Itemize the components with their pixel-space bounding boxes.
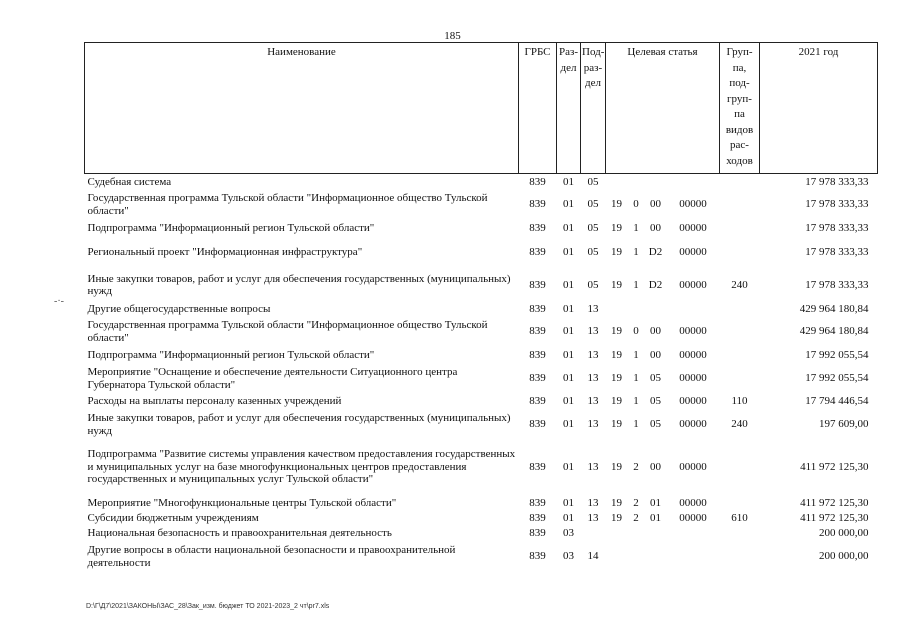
cell-razdel: 01 [563, 418, 574, 431]
header-group: Груп- па, под- груп- па видов рас- ходов [720, 43, 760, 174]
cell-razdel: 01 [563, 372, 574, 385]
cell-expense-group: 610 [731, 511, 748, 524]
cell-name: Субсидии бюджетным учреждениям [87, 511, 259, 524]
cell-razdel: 01 [563, 278, 574, 291]
cell-target-event: 00 [650, 460, 661, 473]
cell-razdel: 01 [563, 395, 574, 408]
cell-target-event [645, 174, 667, 190]
cell-grbs: 839 [529, 418, 546, 431]
cell-target-subprogram: 0 [633, 198, 639, 211]
cell-target-program: 19 [611, 511, 622, 524]
cell-razdel: 01 [563, 198, 574, 211]
cell-target-event: 00 [650, 348, 661, 361]
cell-target-program: 19 [611, 395, 622, 408]
cell-name: Государственная программа Тульской области "Информационное общество Тульской области" [87, 192, 488, 217]
cell-target-subprogram [628, 303, 645, 317]
cell-razdel: 01 [563, 460, 574, 473]
cell-expense-group [720, 174, 760, 190]
cell-razdel: 01 [563, 303, 574, 316]
cell-grbs: 839 [529, 372, 546, 385]
cell-name: Другие вопросы в области национальной безопасности и правоохранительной деятельности [87, 544, 456, 569]
cell-podrazdel: 13 [587, 372, 599, 385]
cell-target-event: 05 [650, 418, 661, 431]
header-grbs: ГРБС [519, 43, 557, 174]
table-row [85, 525, 878, 542]
cell-razdel: 01 [563, 511, 574, 524]
cell-podrazdel: 05 [587, 278, 599, 291]
cell-amount: 17 978 333,33 [805, 278, 869, 291]
cell-target-direction: 00000 [679, 395, 707, 408]
cell-target-event: 01 [650, 496, 661, 509]
cell-target-program: 19 [611, 460, 622, 473]
cell-name: Подпрограмма "Информационный регион Тульской области" [87, 221, 375, 234]
cell-target-direction: 00000 [679, 278, 707, 291]
table-row [85, 394, 878, 410]
cell-podrazdel: 14 [587, 550, 599, 563]
cell-expense-group: 240 [731, 418, 748, 431]
cell-target-subprogram: 2 [633, 460, 639, 473]
cell-target-event: 01 [650, 511, 661, 524]
cell-target-subprogram: 1 [633, 348, 639, 361]
cell-grbs: 839 [529, 278, 546, 291]
cell-target-subprogram: 1 [633, 395, 639, 408]
cell-amount: 411 972 125,30 [800, 496, 869, 509]
cell-target-event: D2 [648, 278, 663, 291]
cell-amount: 17 992 055,54 [805, 372, 869, 385]
cell-name: Другие общегосударственные вопросы [87, 303, 271, 316]
cell-name: Государственная программа Тульской области "Информационное общество Тульской области" [87, 319, 488, 344]
cell-amount: 17 978 333,33 [805, 198, 869, 211]
cell-grbs: 839 [529, 496, 546, 509]
cell-target-event [645, 525, 667, 542]
cell-expense-group [720, 190, 760, 220]
cell-amount: 17 978 333,33 [805, 245, 869, 258]
cell-razdel: 01 [563, 325, 574, 338]
table-row [85, 364, 878, 394]
cell-name: Судебная система [87, 175, 172, 188]
cell-target-direction [667, 303, 720, 317]
cell-target-program: 19 [611, 278, 622, 291]
cell-expense-group [720, 220, 760, 237]
file-path-footer: D:\Г\Д7\2021\ЗАКОНЫ\ЗАС_28\Зак_изм. бюджет ТО 2021-2023_2 чт\pr7.xls [86, 603, 330, 610]
cell-target-subprogram [628, 525, 645, 542]
cell-target-subprogram: 1 [633, 221, 639, 234]
budget-table [84, 42, 878, 572]
cell-target-subprogram: 0 [633, 325, 639, 338]
cell-target-subprogram [628, 542, 645, 572]
cell-grbs: 839 [529, 245, 546, 258]
cell-grbs: 839 [529, 550, 546, 563]
cell-target-program: 19 [611, 245, 622, 258]
cell-razdel: 03 [563, 526, 574, 539]
cell-amount: 17 978 333,33 [805, 175, 869, 188]
cell-razdel: 01 [563, 496, 574, 509]
cell-target-direction [667, 542, 720, 572]
cell-expense-group [720, 317, 760, 347]
table-row [85, 174, 878, 190]
cell-razdel: 01 [563, 245, 574, 258]
table-row [85, 512, 878, 525]
header-year: 2021 год [760, 43, 878, 174]
cell-target-subprogram: 1 [633, 278, 639, 291]
cell-podrazdel: 05 [587, 198, 599, 211]
cell-razdel: 01 [563, 348, 574, 361]
cell-podrazdel: 05 [587, 175, 599, 188]
cell-target-event: 00 [650, 325, 661, 338]
cell-grbs: 839 [529, 325, 546, 338]
cell-name: Национальная безопасность и правоохранительная деятельность [87, 526, 392, 539]
header-podrazdel: Под- раз- дел [581, 43, 606, 174]
cell-target-subprogram: 1 [633, 245, 639, 258]
cell-name: Мероприятие "Многофункциональные центры Тульской области" [87, 496, 397, 509]
cell-target-program: 19 [611, 496, 622, 509]
cell-grbs: 839 [529, 460, 546, 473]
cell-target-subprogram: 2 [633, 496, 639, 509]
cell-podrazdel: 13 [587, 325, 599, 338]
table-row [85, 190, 878, 220]
cell-podrazdel: 13 [587, 303, 599, 316]
cell-podrazdel: 13 [587, 496, 599, 509]
cell-target-program [606, 542, 628, 572]
cell-target-direction: 00000 [679, 198, 707, 211]
table-row [85, 220, 878, 237]
cell-amount: 411 972 125,30 [800, 460, 869, 473]
cell-target-direction: 00000 [679, 372, 707, 385]
cell-target-event: D2 [648, 245, 663, 258]
cell-target-subprogram: 1 [633, 372, 639, 385]
cell-podrazdel: 13 [587, 348, 599, 361]
cell-name: Подпрограмма "Развитие системы управления качеством предоставления государственных и муниципальных услуг на базе многофункциональных центров предоставления государственных и муниципальных услуг Тульской области" [87, 448, 516, 486]
cell-target-program [606, 174, 628, 190]
cell-target-event: 00 [650, 198, 661, 211]
cell-podrazdel: 13 [587, 460, 599, 473]
cell-podrazdel: 13 [587, 395, 599, 408]
cell-amount: 17 978 333,33 [805, 221, 869, 234]
cell-name: Иные закупки товаров, работ и услуг для обеспечения государственных (муниципальных) нужд [87, 412, 511, 437]
cell-target-program: 19 [611, 198, 622, 211]
cell-target-direction: 00000 [679, 221, 707, 234]
cell-expense-group [720, 495, 760, 512]
table-row [85, 317, 878, 347]
cell-expense-group [720, 303, 760, 317]
cell-target-event: 05 [650, 395, 661, 408]
cell-amount: 200 000,00 [819, 550, 869, 563]
cell-name: Подпрограмма "Информационный регион Тульской области" [87, 348, 375, 361]
cell-target-program: 19 [611, 372, 622, 385]
cell-podrazdel: 05 [587, 221, 599, 234]
page-number: 185 [444, 30, 461, 42]
cell-grbs: 839 [529, 511, 546, 524]
cell-expense-group [720, 364, 760, 394]
margin-mark: -·- [54, 296, 64, 307]
table-row [85, 268, 878, 303]
cell-target-direction: 00000 [679, 245, 707, 258]
cell-amount: 429 964 180,84 [799, 325, 869, 338]
cell-target-event [645, 303, 667, 317]
table-row [85, 542, 878, 572]
cell-grbs: 839 [529, 348, 546, 361]
header-target: Целевая статья [606, 43, 720, 174]
cell-name: Региональный проект "Информационная инфраструктура" [87, 245, 363, 258]
cell-target-subprogram: 1 [633, 418, 639, 431]
cell-amount: 17 992 055,54 [805, 348, 869, 361]
table-row [85, 347, 878, 364]
cell-target-subprogram [628, 174, 645, 190]
cell-amount: 429 964 180,84 [799, 303, 869, 316]
cell-podrazdel [581, 525, 606, 542]
cell-target-program: 19 [611, 418, 622, 431]
cell-expense-group [720, 237, 760, 268]
cell-grbs: 839 [529, 221, 546, 234]
cell-target-direction [667, 525, 720, 542]
cell-amount: 197 609,00 [819, 418, 869, 431]
table-row [85, 237, 878, 268]
cell-grbs: 839 [529, 303, 546, 316]
cell-expense-group [720, 440, 760, 495]
cell-target-subprogram: 2 [633, 511, 639, 524]
header-razdel: Раз- дел [557, 43, 581, 174]
cell-target-direction: 00000 [679, 348, 707, 361]
cell-expense-group [720, 347, 760, 364]
cell-grbs: 839 [529, 395, 546, 408]
cell-target-program: 19 [611, 325, 622, 338]
cell-razdel: 03 [563, 550, 574, 563]
cell-expense-group: 240 [731, 278, 748, 291]
cell-grbs: 839 [529, 198, 546, 211]
cell-grbs: 839 [529, 526, 546, 539]
cell-target-event: 00 [650, 221, 661, 234]
cell-target-event [645, 542, 667, 572]
cell-razdel: 01 [563, 221, 574, 234]
cell-razdel: 01 [563, 175, 574, 188]
table-row [85, 303, 878, 317]
cell-target-direction: 00000 [679, 511, 707, 524]
cell-name: Иные закупки товаров, работ и услуг для обеспечения государственных (муниципальных) нужд [87, 272, 511, 297]
cell-target-direction: 00000 [679, 418, 707, 431]
cell-grbs: 839 [529, 175, 546, 188]
cell-podrazdel: 13 [587, 418, 599, 431]
cell-target-event: 05 [650, 372, 661, 385]
cell-amount: 17 794 446,54 [805, 395, 869, 408]
cell-target-program [606, 303, 628, 317]
cell-expense-group [720, 542, 760, 572]
cell-target-direction [667, 174, 720, 190]
table-header-row [85, 43, 878, 174]
cell-target-program: 19 [611, 221, 622, 234]
cell-expense-group [720, 525, 760, 542]
cell-amount: 200 000,00 [819, 526, 869, 539]
table-row [85, 440, 878, 495]
cell-name: Расходы на выплаты персоналу казенных учреждений [87, 395, 342, 408]
cell-name: Мероприятие "Оснащение и обеспечение деятельности Ситуационного центра Губернатора Тульской области" [87, 366, 458, 391]
table-row [85, 410, 878, 440]
cell-target-direction: 00000 [679, 325, 707, 338]
cell-target-program [606, 525, 628, 542]
cell-target-direction: 00000 [679, 496, 707, 509]
table-row [85, 495, 878, 512]
cell-podrazdel: 05 [587, 245, 599, 258]
cell-target-program: 19 [611, 348, 622, 361]
cell-expense-group: 110 [731, 395, 748, 408]
cell-target-direction: 00000 [679, 460, 707, 473]
header-name: Наименование [85, 43, 519, 174]
cell-amount: 411 972 125,30 [800, 511, 869, 524]
cell-podrazdel: 13 [587, 511, 599, 524]
